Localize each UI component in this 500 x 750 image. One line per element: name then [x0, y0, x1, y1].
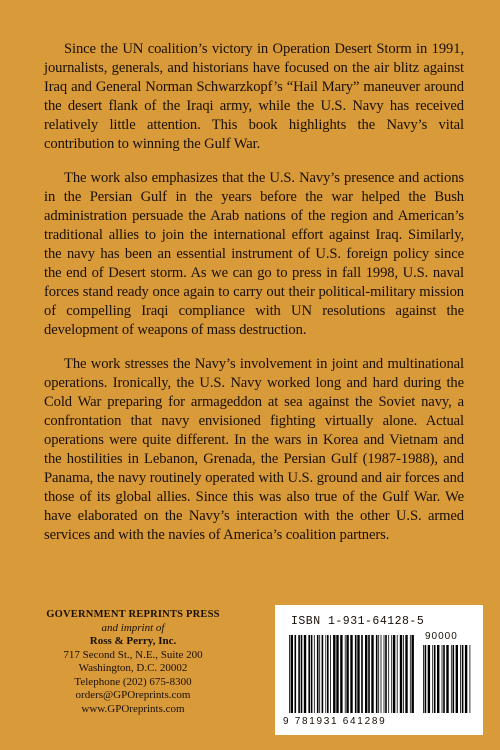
blurb-paragraph-1: Since the UN coalition’s victory in Operation Desert Storm in 1991, journalists, generals, and historians have focused on the air blitz against Iraq and General Norman Schwarzkopf’s “Hail Mary” maneuver around the desert flank of the Iraqi army, while the U.S. Navy has received relatively little attention. This book highlights the Navy’s vital contribution to winning the Gulf War. [44, 41, 464, 152]
ean-digits: 9 781931 641289 [283, 716, 387, 727]
isbn-label: ISBN 1-931-64128-5 [291, 615, 425, 628]
back-cover-blurb [44, 40, 464, 560]
publisher-imprint: and imprint of [101, 621, 165, 634]
addon-bars [423, 645, 471, 713]
ean-bars [289, 635, 415, 713]
publisher-name: GOVERNMENT REPRINTS PRESS [46, 609, 220, 620]
publisher-street: 717 Second St., N.E., Suite 200 [63, 648, 203, 661]
publisher-info [38, 608, 228, 716]
blurb-paragraph-2: The work also emphasizes that the U.S. Navy’s presence and actions in the Persian Gulf in the years before the war helped the Bush administration persuade the Arab nations of the region and American’s traditional allies to join the international effort against Iraq. Similarly, the navy has been an essential instrument of U.S. foreign policy since the end of Desert storm. As we can go to press in fall 1998, U.S. naval forces stand ready once again to carry out their political-military mission of compelling Iraqi compliance with UN resolutions against the development of weapons of mass destruction. [44, 170, 464, 338]
publisher-email: orders@GPOreprints.com [75, 689, 191, 701]
blurb-paragraph-3: The work stresses the Navy’s involvement in joint and multinational operations. Ironically, the U.S. Navy worked long and hard during the Cold War preparing for armageddon at sea against the Soviet navy, a confrontation that navy envisioned fighting virtually alone. Actual operations were quite different. In the wars in Korea and Vietnam and the hostilities in Lebanon, Grenada, the Persian Gulf (1987-1988), and Panama, the navy routinely operated with U.S. ground and air forces and those of its global allies. Since this was also true of the Gulf War. We have elaborated on the Navy’s interaction with the other U.S. armed services and with the navies of America’s coalition partners. [44, 356, 464, 543]
publisher-company: Ross & Perry, Inc. [89, 635, 177, 647]
publisher-phone: Telephone (202) 675-8300 [74, 675, 192, 688]
price-addon-digits: 90000 [425, 631, 458, 642]
publisher-website: www.GPOreprints.com [81, 702, 185, 715]
isbn-barcode [275, 605, 483, 735]
publisher-city: Washington, D.C. 20002 [78, 662, 188, 674]
